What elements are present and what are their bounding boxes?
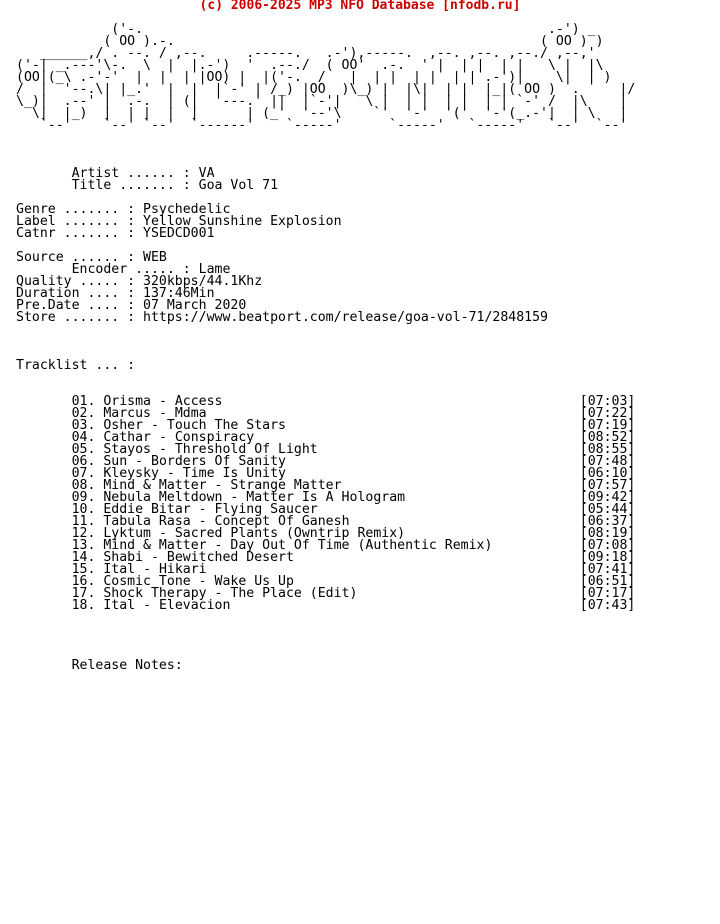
track-number: 10.	[71, 502, 96, 517]
track-duration: [07:03]	[579, 394, 636, 409]
track-number: 11.	[71, 514, 96, 529]
genre-value: Psychedelic	[143, 202, 231, 217]
track-number: 03.	[71, 418, 96, 433]
track-row: 17. Shock Therapy - The Place (Edit) [07:17]	[71, 586, 636, 601]
track-number: 18.	[71, 598, 96, 613]
track-duration: [07:43]	[579, 598, 636, 613]
track-title: Threshold Of Light	[174, 442, 318, 457]
track-number: 12.	[71, 526, 96, 541]
track-title: Access	[174, 394, 223, 409]
track-number: 05.	[71, 442, 96, 457]
track-artist: Lyktum	[103, 526, 151, 541]
track-artist: Sun	[103, 454, 128, 469]
track-number: 07.	[71, 466, 96, 481]
catnr-value: YSEDCD001	[143, 226, 215, 241]
track-title: Sacred Plants (Owntrip Remix)	[174, 526, 406, 541]
pre-date-value: 07 March 2020	[143, 298, 247, 313]
track-duration: [06:10]	[579, 466, 636, 481]
track-number: 02.	[71, 406, 96, 421]
track-duration: [07:19]	[579, 418, 636, 433]
track-row: 13. Mind & Matter - Day Out Of Time (Authentic Remix) [07:08]	[71, 538, 636, 553]
track-title: Conspiracy	[174, 430, 255, 445]
track-title: Mdma	[174, 406, 207, 421]
track-title: Strange Matter	[230, 478, 342, 493]
track-artist: Mind & Matter	[103, 538, 207, 553]
track-duration: [07:08]	[579, 538, 636, 553]
track-artist: Mind & Matter	[103, 478, 207, 493]
track-title: Touch The Stars	[166, 418, 286, 433]
track-row: 08. Mind & Matter - Strange Matter [07:57]	[71, 478, 636, 493]
track-number: 06.	[71, 454, 96, 469]
track-artist: Ital	[103, 562, 136, 577]
track-artist: Cathar	[103, 430, 151, 445]
catnr-key: Catnr ....... :	[16, 226, 144, 241]
track-row: 15. Ital - Hikari [07:41]	[71, 562, 636, 577]
source-value: WEB	[143, 250, 167, 265]
tracklist-heading: Tracklist ... :	[16, 358, 136, 373]
track-artist: Osher	[103, 418, 144, 433]
track-duration: [08:55]	[579, 442, 636, 457]
track-title: Hikari	[158, 562, 207, 577]
track-number: 17.	[71, 586, 96, 601]
track-number: 01.	[71, 394, 96, 409]
track-row: 18. Ital - Elevacion [07:43]	[71, 598, 636, 613]
track-duration: [07:41]	[579, 562, 636, 577]
release-notes-heading: Release Notes:	[71, 658, 183, 673]
track-row: 16. Cosmic Tone - Wake Us Up [06:51]	[71, 574, 636, 589]
title-key: Title ....... :	[71, 178, 199, 193]
genre-key: Genre ....... :	[16, 202, 144, 217]
track-duration: [06:51]	[579, 574, 636, 589]
track-artist: Eddie Bitar	[103, 502, 191, 517]
track-duration: [07:17]	[579, 586, 636, 601]
track-row: 02. Marcus - Mdma [07:22]	[71, 406, 636, 421]
encoder-key: Encoder ..... :	[71, 262, 199, 277]
encoder-value: Lame	[198, 262, 231, 277]
track-number: 16.	[71, 574, 96, 589]
track-row: 07. Kleysky - Time Is Unity [06:10]	[71, 466, 636, 481]
title-value: Goa Vol 71	[198, 178, 279, 193]
track-row: 10. Eddie Bitar - Flying Saucer [05:44]	[71, 502, 636, 517]
track-title: Borders Of Sanity	[151, 454, 286, 469]
track-artist: Orisma	[103, 394, 151, 409]
track-title: Day Out Of Time (Authentic Remix)	[230, 538, 493, 553]
source-key: Source ...... :	[16, 250, 144, 265]
track-duration: [05:44]	[579, 502, 636, 517]
track-duration: [07:22]	[579, 406, 636, 421]
track-number: 13.	[71, 538, 96, 553]
track-title: Matter Is A Hologram	[246, 490, 406, 505]
track-duration: [09:42]	[579, 490, 636, 505]
track-artist: Ital	[103, 598, 136, 613]
track-number: 08.	[71, 478, 96, 493]
track-artist: Kleysky	[103, 466, 159, 481]
track-row: 09. Nebula Meltdown - Matter Is A Hologram [09:42]	[71, 490, 636, 505]
track-row: 11. Tabula Rasa - Concept Of Ganesh [06:37]	[71, 514, 636, 529]
track-artist: Cosmic Tone	[103, 574, 191, 589]
track-artist: Shock Therapy	[103, 586, 207, 601]
ascii-art-logo: ('-. .-') _ ( OO ).-. ( OO ) ) ______,/ . --. / ,--. .-----. .-'),-----. ,--. ,--. ,--./ ,--,' ('-| _.---'\-. \ | |.-') ' .--./ ( OO' .-. ' | | | | | \ | |\ (OO|(_\ .-'-' | | | |OO) | |('-. / | | | | | | | .-')| \| | ) / | '--.\| |_.' | | |`-' | /_) |OO )\_) | |\| | | |_|( OO ) . |/ \_)| .--' | .-. | (| '---.' || |`-'| \ | | | | | | | `-' / |\ | \| |_) | | | | | | (_' '--'\ `' '-' '(' '-'(_.-'| | \ | `--' `--' `--' `------' `-----' `-----' `-----' `--' `--'	[16, 22, 636, 133]
store-value: https://www.beatport.com/release/goa-vol-71/2848159	[143, 310, 548, 325]
track-row: 06. Sun - Borders Of Sanity [07:48]	[71, 454, 636, 469]
site-copyright-header: (c) 2006-2025 MP3 NFO Database [nfodb.ru]	[199, 0, 521, 13]
nfo-text	[16, 168, 635, 672]
track-row: 01. Orisma - Access [07:03]	[71, 394, 636, 409]
track-artist: Nebula Meltdown	[103, 490, 223, 505]
track-title: Elevacion	[158, 598, 231, 613]
track-duration: [09:18]	[579, 550, 636, 565]
track-number: 15.	[71, 562, 96, 577]
track-title: The Place (Edit)	[230, 586, 358, 601]
quality-value: 320kbps/44.1Khz	[143, 274, 263, 289]
track-artist: Stayos	[103, 442, 151, 457]
pre-date-key: Pre.Date .... :	[16, 298, 144, 313]
track-artist: Tabula Rasa	[103, 514, 191, 529]
track-title: Time Is Unity	[182, 466, 286, 481]
track-artist: Marcus	[103, 406, 151, 421]
track-row: 04. Cathar - Conspiracy [08:52]	[71, 430, 636, 445]
track-row: 03. Osher - Touch The Stars [07:19]	[71, 418, 636, 433]
duration-value: 137:46Min	[143, 286, 215, 301]
track-duration: [07:48]	[579, 454, 636, 469]
track-title: Flying Saucer	[214, 502, 318, 517]
track-number: 09.	[71, 490, 96, 505]
tracklist	[16, 394, 635, 613]
store-key: Store ....... :	[16, 310, 144, 325]
track-title: Concept Of Ganesh	[214, 514, 350, 529]
artist-value: VA	[198, 166, 215, 181]
track-title: Wake Us Up	[214, 574, 294, 589]
artist-key: Artist ...... :	[71, 166, 199, 181]
duration-key: Duration .... :	[16, 286, 144, 301]
track-row: 12. Lyktum - Sacred Plants (Owntrip Remix) [08:19]	[71, 526, 636, 541]
track-title: Bewitched Desert	[166, 550, 294, 565]
track-duration: [06:37]	[579, 514, 636, 529]
track-number: 04.	[71, 430, 96, 445]
track-duration: [07:57]	[579, 478, 636, 493]
track-artist: Shabi	[103, 550, 144, 565]
track-row: 14. Shabi - Bewitched Desert [09:18]	[71, 550, 636, 565]
label-value: Yellow Sunshine Explosion	[143, 214, 342, 229]
label-key: Label ....... :	[16, 214, 144, 229]
quality-key: Quality ..... :	[16, 274, 144, 289]
track-number: 14.	[71, 550, 96, 565]
track-duration: [08:52]	[579, 430, 636, 445]
track-row: 05. Stayos - Threshold Of Light [08:55]	[71, 442, 636, 457]
track-duration: [08:19]	[579, 526, 636, 541]
